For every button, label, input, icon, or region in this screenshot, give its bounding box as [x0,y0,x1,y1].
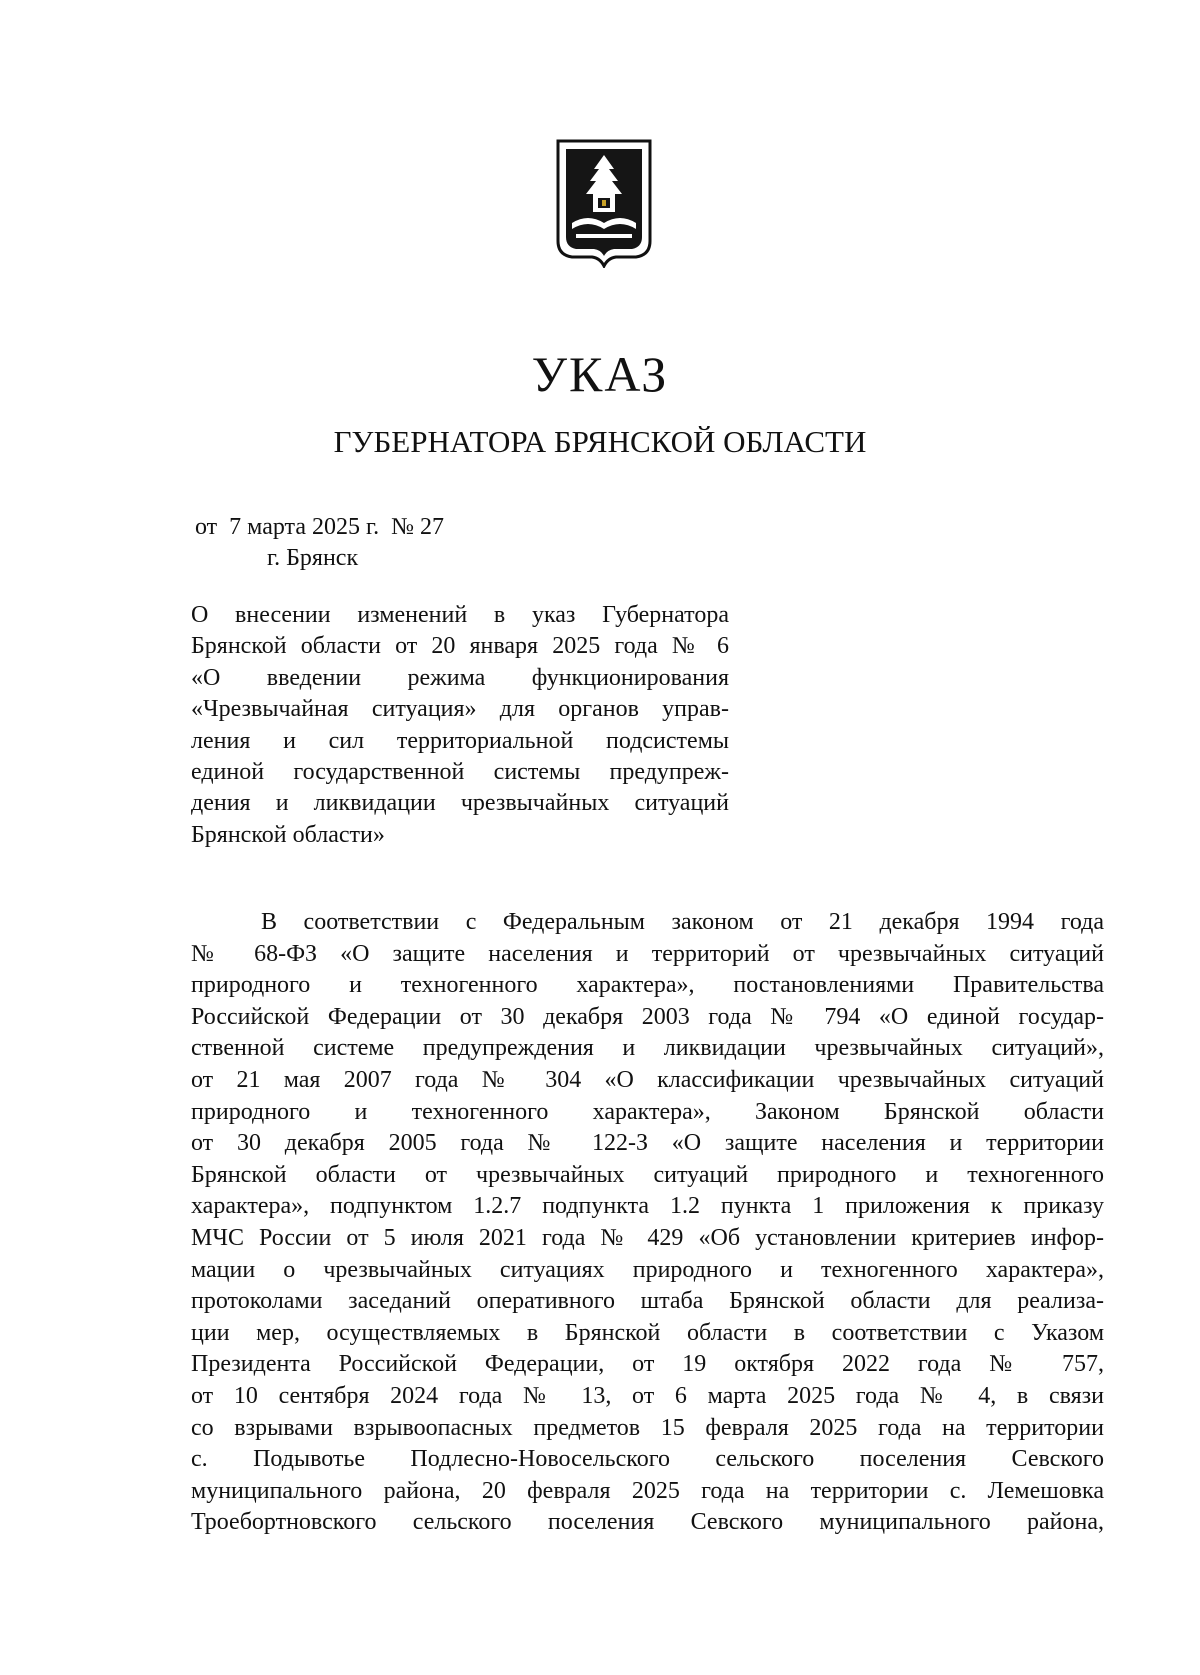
document-issuer: ГУБЕРНАТОРА БРЯНСКОЙ ОБЛАСТИ [333,424,867,459]
body-line: от 21 мая 2007 года № 304 «О классификации чрезвычайных ситуаций [191,1066,1104,1093]
subject-line: Брянской области от 20 января 2025 года № 6 [191,633,729,660]
coat-of-arms-emblem [556,139,652,268]
body-line: Президента Российской Федерации, от 19 октября 2022 года № 757, [191,1351,1104,1378]
subject-line: «О введении режима функционирования [191,664,729,691]
body-line: от 10 сентября 2024 года № 13, от 6 марта 2025 года № 4, в связи [191,1382,1104,1409]
subject-line: «Чрезвычайная ситуация» для органов управ- [191,696,729,723]
body-line: природного и техногенного характера», постановлениями Правительства [191,972,1104,999]
body-line: № 68-ФЗ «О защите населения и территорий от чрезвычайных ситуаций [191,940,1104,967]
document-title: УКАЗ [531,346,669,402]
body-line: В соответствии с Федеральным законом от 21 декабря 1994 года [261,909,1104,935]
subject-line: О внесении изменений в указ Губернатора [191,602,729,628]
body-line: природного и техногенного характера», Законом Брянской области [191,1098,1104,1125]
body-line: Брянской области от чрезвычайных ситуаций природного и техногенного [191,1161,1104,1188]
body-line: с. Подывотье Подлесно-Новосельского сельского поселения Севского [191,1446,1104,1473]
body-line: от 30 декабря 2005 года № 122-З «О защите населения и территории [191,1130,1104,1157]
subject-line: Брянской области» [191,821,385,848]
body-line: со взрывами взрывоопасных предметов 15 февраля 2025 года на территории [191,1414,1104,1441]
body-line: муниципального района, 20 февраля 2025 года на территории с. Лемешовка [191,1477,1104,1504]
subject-line: ления и сил территориальной подсистемы [191,727,729,754]
subject-line: единой государственной системы предупреж- [191,759,729,786]
body-line: ственной системе предупреждения и ликвидации чрезвычайных ситуаций», [191,1035,1104,1062]
document-subject [191,600,729,851]
body-line: характера», подпунктом 1.2.7 подпункта 1.2 пункта 1 приложения к приказу [191,1193,1104,1220]
body-line: протоколами заседаний оперативного штаба Брянской области для реализа- [191,1288,1104,1315]
document-date-number: от 7 марта 2025 г. № 27 [195,514,444,540]
subject-line: дения и ликвидации чрезвычайных ситуаций [191,790,729,817]
body-line: мации о чрезвычайных ситуациях природного и техногенного характера», [191,1256,1104,1283]
body-line: Троебортновского сельского поселения Севского муниципального района, [191,1509,1104,1536]
body-line: МЧС России от 5 июля 2021 года № 429 «Об установлении критериев инфор- [191,1224,1104,1251]
shield-icon [556,139,652,268]
document-city: г. Брянск [267,545,359,571]
body-line: Российской Федерации от 30 декабря 2003 года № 794 «О единой государ- [191,1003,1104,1030]
document-body-paragraph [191,907,1104,1539]
body-line: ции мер, осуществляемых в Брянской области в соответствии с Указом [191,1319,1104,1346]
